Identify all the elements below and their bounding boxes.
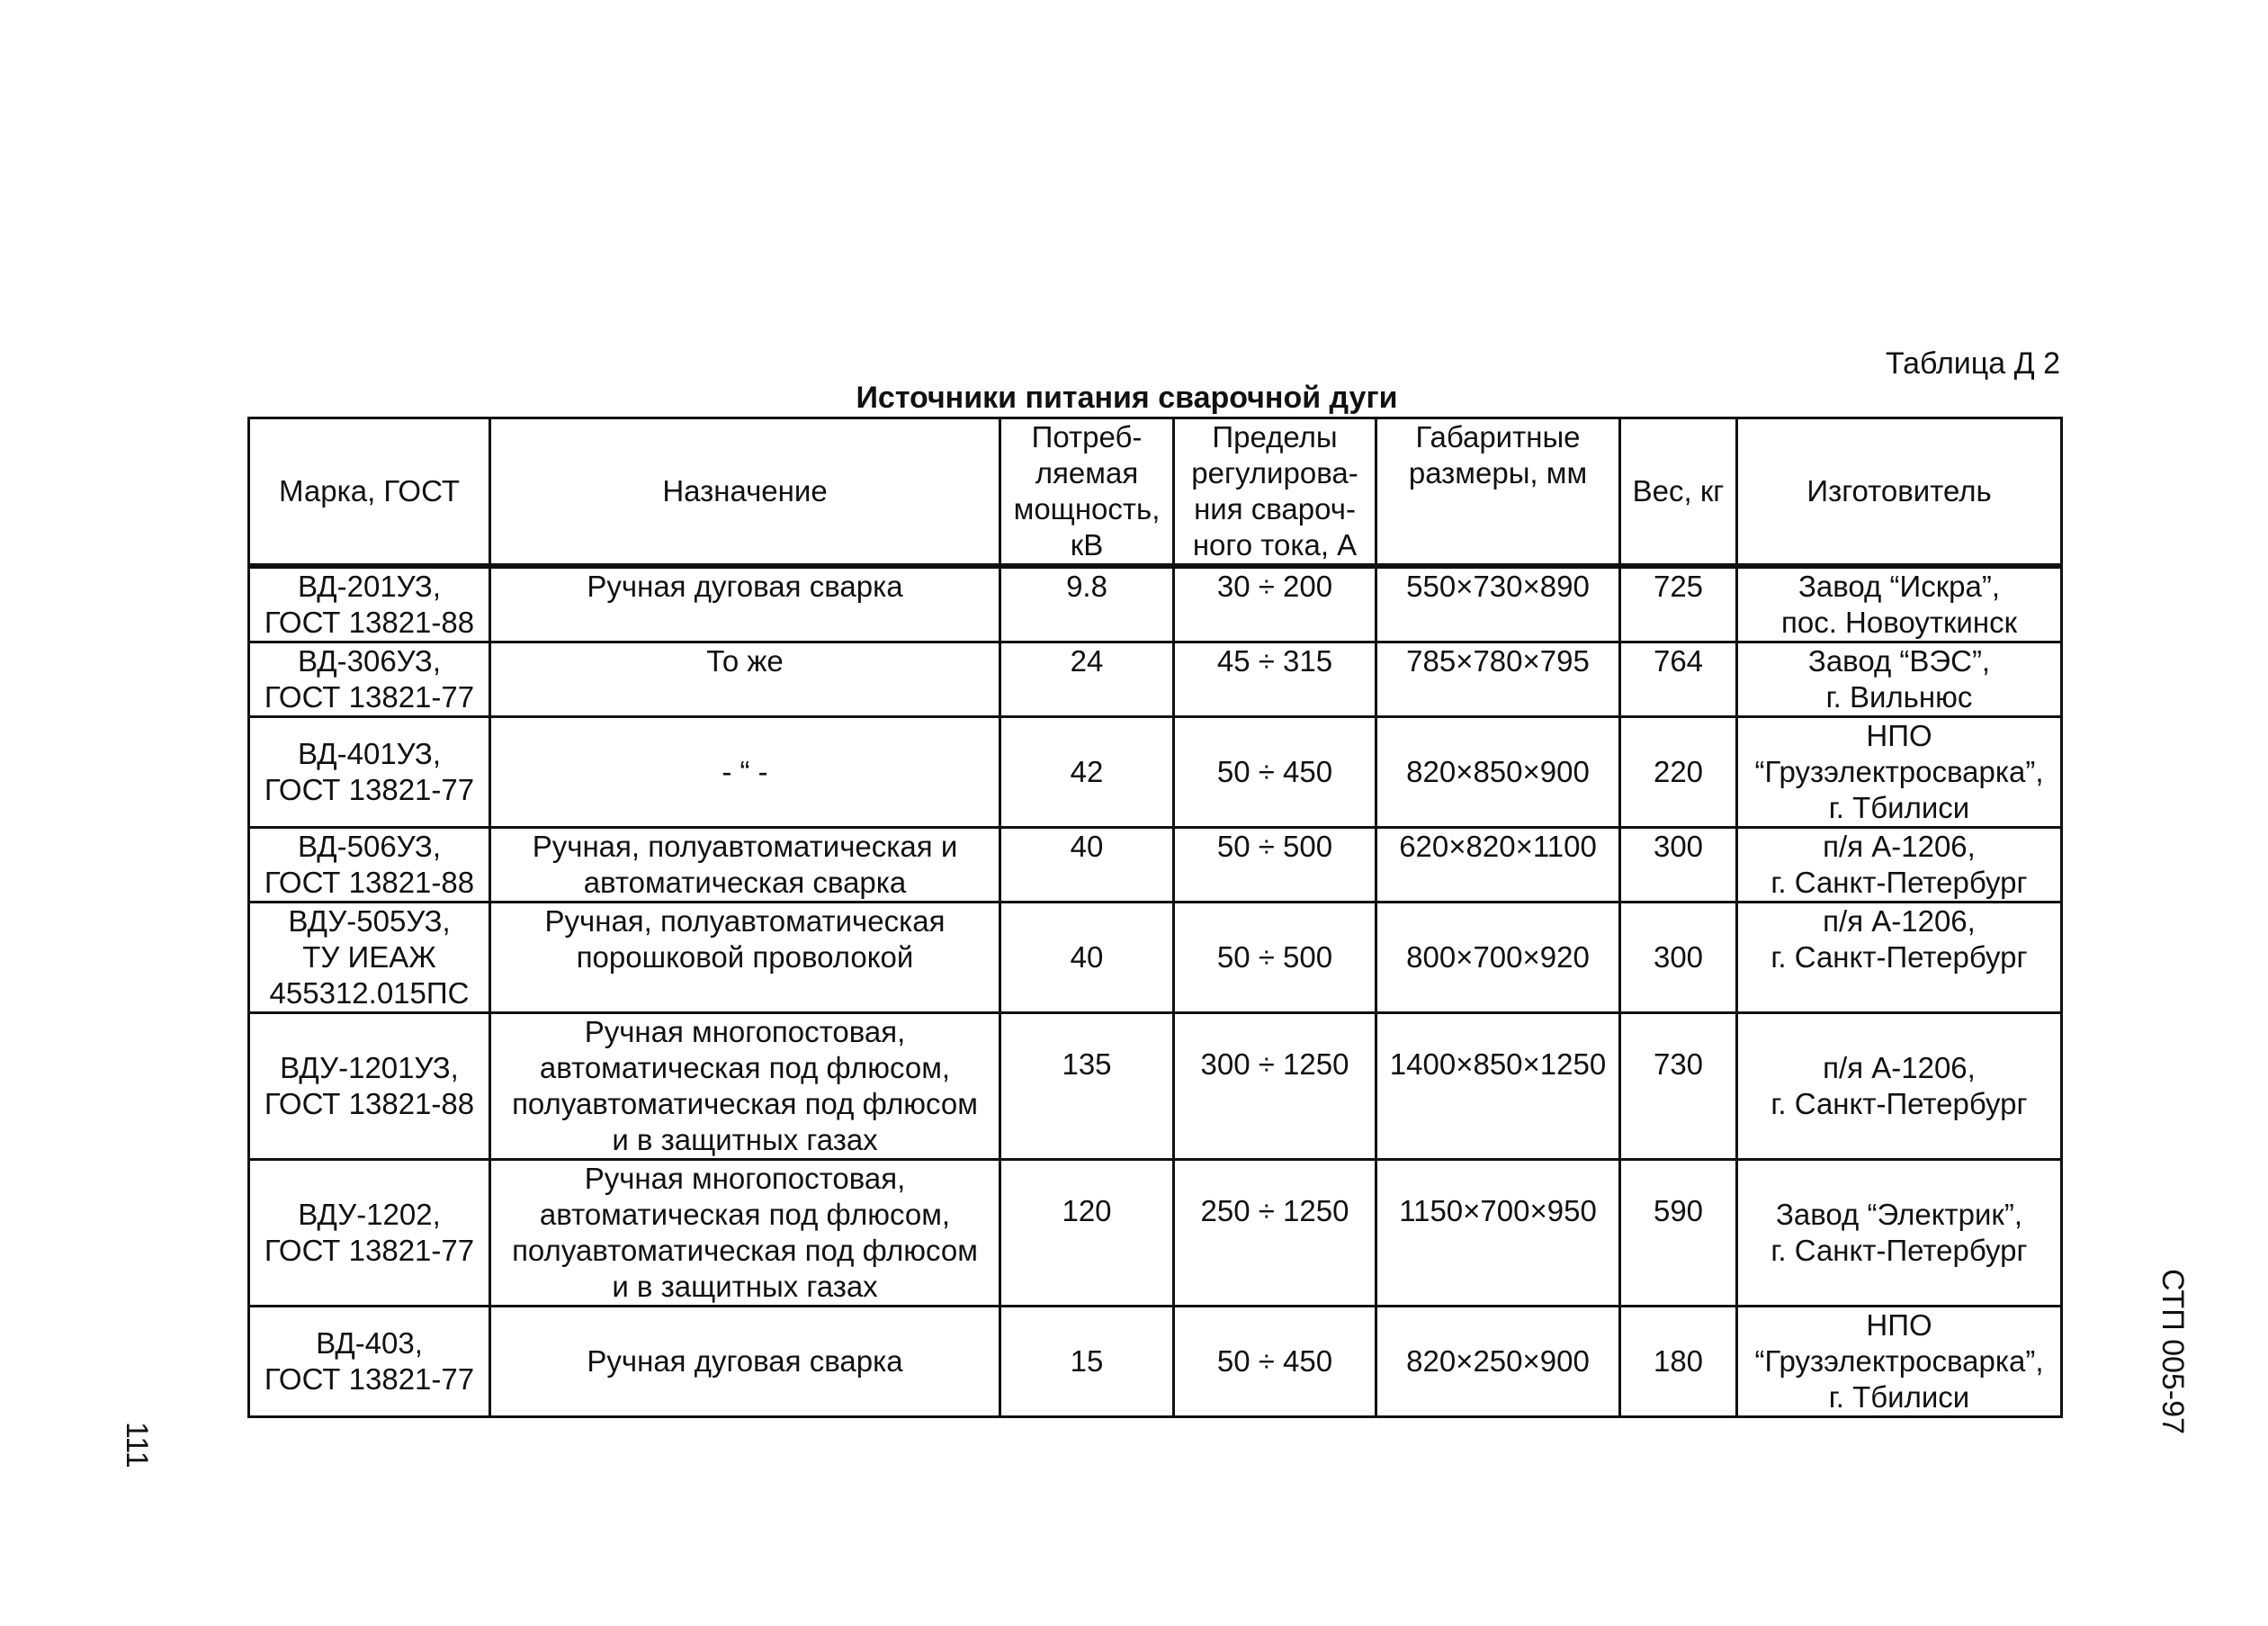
- cell-line: автоматическая под флюсом,: [539, 1051, 951, 1084]
- cell-power: 15: [1000, 1307, 1174, 1417]
- cell-purpose: [490, 1160, 1000, 1307]
- cell-current: 30 ÷ 200: [1174, 566, 1376, 642]
- cell-line: г. Санкт-Петербург: [1770, 866, 2028, 899]
- cell-current: 50 ÷ 500: [1174, 903, 1376, 1013]
- cell-line: порошковой проволокой: [576, 940, 914, 974]
- cell-brand: [249, 642, 490, 717]
- cell-weight: 730: [1620, 1013, 1737, 1160]
- cell-brand: [249, 1307, 490, 1417]
- cell-weight: 300: [1620, 903, 1737, 1013]
- cell-line: 455312.015ПС: [269, 976, 470, 1010]
- table-number: Таблица Д 2: [1885, 346, 2060, 381]
- cell-dimensions: 1150×700×950: [1376, 1160, 1620, 1307]
- header-current-line: ния свароч-: [1194, 492, 1356, 526]
- cell-weight: 590: [1620, 1160, 1737, 1307]
- cell-line: НПО: [1866, 1308, 1932, 1342]
- cell-power: 40: [1000, 903, 1174, 1013]
- cell-line: полуавтоматическая под флюсом: [512, 1087, 978, 1120]
- cell-line: г. Санкт-Петербург: [1770, 1087, 2028, 1120]
- cell-line: г. Санкт-Петербург: [1770, 940, 2028, 974]
- cell-purpose: [490, 566, 1000, 642]
- cell-purpose: [490, 717, 1000, 828]
- cell-current: 45 ÷ 315: [1174, 642, 1376, 717]
- cell-dimensions: 785×780×795: [1376, 642, 1620, 717]
- cell-line: ВД-401УЗ,: [297, 737, 442, 770]
- cell-line: ВДУ-505УЗ,: [288, 904, 451, 938]
- cell-line: и в защитных газах: [612, 1270, 878, 1303]
- cell-brand: [249, 1013, 490, 1160]
- cell-line: ГОСТ 13821-77: [264, 1362, 475, 1396]
- cell-weight: 220: [1620, 717, 1737, 828]
- header-row: [249, 418, 2062, 567]
- cell-line: То же: [706, 644, 784, 678]
- cell-current: 50 ÷ 450: [1174, 1307, 1376, 1417]
- table-row: [249, 903, 2062, 1013]
- cell-line: Ручная дуговая сварка: [587, 570, 903, 603]
- header-power-line: Потреб-: [1031, 420, 1143, 454]
- header-current-line: ного тока, А: [1192, 528, 1358, 561]
- cell-line: Ручная многопостовая,: [584, 1162, 906, 1195]
- cell-brand: [249, 1160, 490, 1307]
- cell-manufacturer: [1737, 828, 2062, 903]
- cell-weight: 764: [1620, 642, 1737, 717]
- header-dimensions-line: Габаритные: [1415, 420, 1581, 454]
- cell-line: ГОСТ 13821-88: [264, 866, 475, 899]
- table-title: Источники питания сварочной дуги: [856, 381, 1398, 415]
- cell-line: ГОСТ 13821-77: [264, 680, 475, 714]
- cell-purpose: [490, 642, 1000, 717]
- cell-line: - “ -: [722, 755, 768, 788]
- power-sources-table: [247, 417, 2063, 1418]
- cell-manufacturer: [1737, 1307, 2062, 1417]
- cell-line: автоматическая под флюсом,: [539, 1198, 951, 1231]
- cell-line: п/я А-1206,: [1823, 830, 1976, 863]
- cell-dimensions: 550×730×890: [1376, 566, 1620, 642]
- cell-purpose: [490, 828, 1000, 903]
- cell-line: ВД-403,: [316, 1326, 423, 1360]
- cell-manufacturer: [1737, 1160, 2062, 1307]
- cell-line: ВДУ-1201УЗ,: [280, 1051, 459, 1084]
- cell-line: ГОСТ 13821-77: [264, 773, 475, 806]
- table-row: [249, 642, 2062, 717]
- cell-line: “Грузэлектросварка”,: [1754, 755, 2044, 788]
- cell-brand: [249, 717, 490, 828]
- cell-line: НПО: [1866, 719, 1932, 752]
- cell-power: 42: [1000, 717, 1174, 828]
- cell-weight: 300: [1620, 828, 1737, 903]
- cell-line: ГОСТ 13821-88: [264, 606, 475, 639]
- cell-current: 300 ÷ 1250: [1174, 1013, 1376, 1160]
- cell-power: 24: [1000, 642, 1174, 717]
- cell-line: п/я А-1206,: [1823, 904, 1976, 938]
- cell-line: Завод “Искра”,: [1797, 570, 2000, 603]
- header-current: [1174, 418, 1376, 567]
- cell-line: Завод “ВЭС”,: [1807, 644, 1991, 678]
- cell-weight: 725: [1620, 566, 1737, 642]
- cell-power: 135: [1000, 1013, 1174, 1160]
- page-number: 111: [120, 1422, 154, 1469]
- table-row: [249, 1013, 2062, 1160]
- table-row: [249, 1160, 2062, 1307]
- cell-manufacturer: [1737, 1013, 2062, 1160]
- cell-line: г. Тбилиси: [1828, 1380, 1970, 1414]
- header-purpose: Назначение: [490, 418, 1000, 567]
- cell-line: ТУ ИЕАЖ: [302, 940, 436, 974]
- cell-current: 50 ÷ 500: [1174, 828, 1376, 903]
- cell-line: ВД-506УЗ,: [297, 830, 442, 863]
- cell-dimensions: 820×250×900: [1376, 1307, 1620, 1417]
- cell-current: 250 ÷ 1250: [1174, 1160, 1376, 1307]
- cell-dimensions: 800×700×920: [1376, 903, 1620, 1013]
- cell-weight: 180: [1620, 1307, 1737, 1417]
- cell-purpose: [490, 903, 1000, 1013]
- cell-purpose: [490, 1307, 1000, 1417]
- cell-line: пос. Новоуткинск: [1780, 606, 2018, 639]
- table-row: [249, 717, 2062, 828]
- header-dimensions-line: размеры, мм: [1408, 456, 1588, 490]
- cell-current: 50 ÷ 450: [1174, 717, 1376, 828]
- cell-manufacturer: [1737, 566, 2062, 642]
- cell-line: ГОСТ 13821-88: [264, 1087, 475, 1120]
- cell-line: Ручная дуговая сварка: [587, 1344, 903, 1378]
- cell-dimensions: 820×850×900: [1376, 717, 1620, 828]
- cell-line: г. Санкт-Петербург: [1770, 1234, 2028, 1267]
- cell-line: Ручная, полуавтоматическая: [544, 904, 946, 938]
- cell-manufacturer: [1737, 903, 2062, 1013]
- cell-dimensions: 620×820×1100: [1376, 828, 1620, 903]
- cell-power: 40: [1000, 828, 1174, 903]
- cell-line: ВДУ-1202,: [298, 1198, 441, 1231]
- cell-line: Ручная, полуавтоматическая и: [532, 830, 958, 863]
- header-dimensions: [1376, 418, 1620, 567]
- cell-line: ВД-201УЗ,: [297, 570, 442, 603]
- header-weight: Вес, кг: [1620, 418, 1737, 567]
- table-row: [249, 1307, 2062, 1417]
- cell-brand: [249, 566, 490, 642]
- header-brand: Марка, ГОСТ: [249, 418, 490, 567]
- cell-line: Ручная многопостовая,: [584, 1015, 906, 1048]
- cell-manufacturer: [1737, 717, 2062, 828]
- header-power: [1000, 418, 1174, 567]
- header-power-line: ляемая: [1035, 456, 1139, 490]
- document-code: СТП 005-97: [2156, 1269, 2190, 1434]
- cell-line: автоматическая сварка: [583, 866, 907, 899]
- cell-line: “Грузэлектросварка”,: [1754, 1344, 2044, 1378]
- cell-line: Завод “Электрик”,: [1775, 1198, 2023, 1231]
- cell-purpose: [490, 1013, 1000, 1160]
- cell-power: 120: [1000, 1160, 1174, 1307]
- table-row: [249, 566, 2062, 642]
- cell-line: и в защитных газах: [612, 1123, 878, 1156]
- table-row: [249, 828, 2062, 903]
- cell-power: 9.8: [1000, 566, 1174, 642]
- cell-brand: [249, 903, 490, 1013]
- header-power-line: мощность,: [1013, 492, 1161, 526]
- cell-line: г. Тбилиси: [1828, 791, 1970, 824]
- cell-line: полуавтоматическая под флюсом: [512, 1234, 978, 1267]
- header-current-line: Пределы: [1212, 420, 1338, 454]
- cell-dimensions: 1400×850×1250: [1376, 1013, 1620, 1160]
- cell-line: п/я А-1206,: [1823, 1051, 1976, 1084]
- header-power-line: кВ: [1070, 528, 1104, 561]
- cell-line: ГОСТ 13821-77: [264, 1234, 475, 1267]
- cell-brand: [249, 828, 490, 903]
- cell-line: ВД-306УЗ,: [297, 644, 442, 678]
- header-manufacturer: Изготовитель: [1737, 418, 2062, 567]
- header-current-line: регулирова-: [1191, 456, 1358, 490]
- cell-line: г. Вильнюс: [1825, 680, 1973, 714]
- cell-manufacturer: [1737, 642, 2062, 717]
